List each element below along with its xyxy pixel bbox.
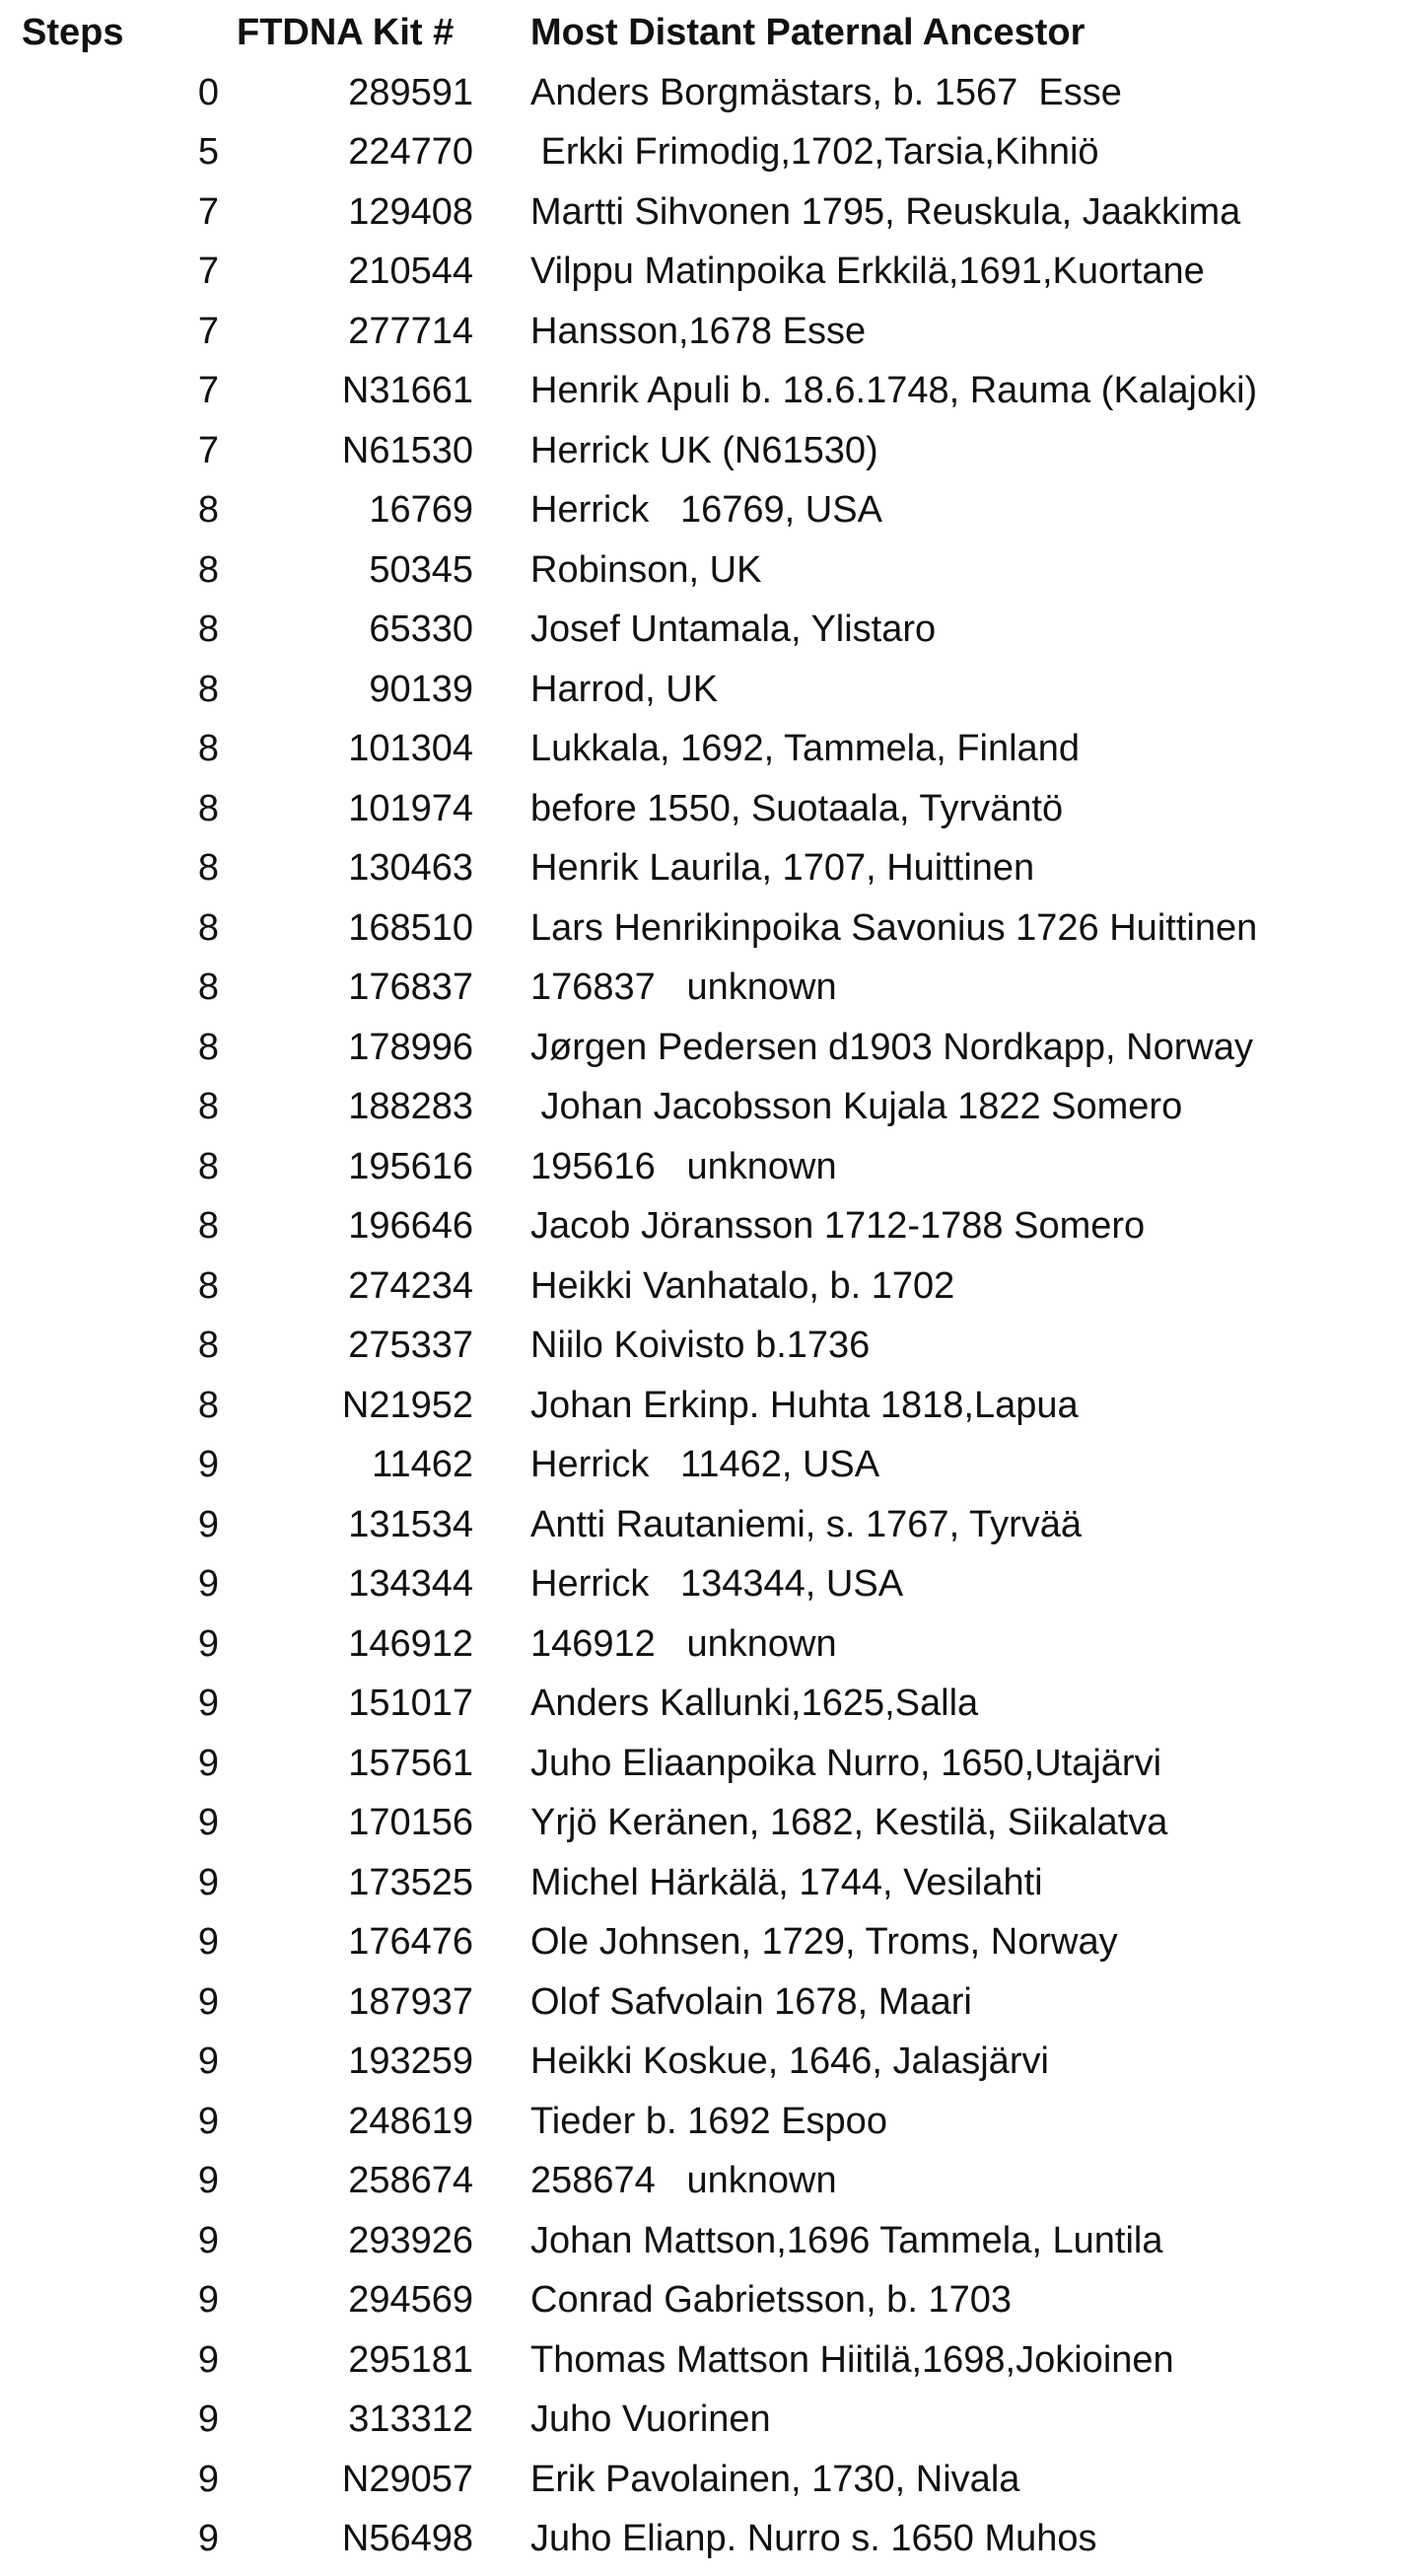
table-row [0, 1674, 1401, 1734]
steps-cell: 8 [197, 1026, 219, 1068]
ancestor-cell: Johan Erkinp. Huhta 1818,Lapua [530, 1384, 1079, 1426]
header-ancestor: Most Distant Paternal Ancestor [530, 12, 1086, 53]
table-row [0, 898, 1401, 959]
kit-number-cell: 176837 [348, 966, 473, 1008]
ancestor-cell: Ole Johnsen, 1729, Troms, Norway [530, 1921, 1118, 1963]
table-row [0, 2092, 1401, 2152]
kit-number-cell: 210544 [348, 250, 473, 292]
table-row [0, 1196, 1401, 1256]
ancestor-cell: Josef Untamala, Ylistaro [530, 608, 937, 650]
table-row [0, 1554, 1401, 1614]
table-row [0, 779, 1401, 839]
table-row [0, 2151, 1401, 2211]
ancestor-cell: Thomas Mattson Hiitilä,1698,Jokioinen [530, 2338, 1174, 2381]
steps-cell: 9 [197, 2458, 219, 2500]
kit-number-cell: 146912 [348, 1622, 473, 1665]
steps-cell: 8 [197, 906, 219, 949]
kit-number-cell: 173525 [348, 1861, 473, 1903]
ancestor-cell: Herrick 134344, USA [530, 1563, 904, 1605]
table-row [0, 242, 1401, 302]
ancestor-cell: Juho Elianp. Nurro s. 1650 Muhos [530, 2518, 1097, 2559]
steps-cell: 7 [197, 310, 219, 352]
ancestor-cell: Herrick 11462, USA [530, 1444, 880, 1485]
ancestor-cell: Jørgen Pedersen d1903 Nordkapp, Norway [530, 1026, 1253, 1068]
steps-cell: 9 [197, 1622, 219, 1665]
header-kit-number: FTDNA Kit # [237, 12, 455, 53]
ancestor-cell: Lars Henrikinpoika Savonius 1726 Huittinen [530, 906, 1258, 949]
steps-cell: 9 [197, 2040, 219, 2082]
table-row [0, 2450, 1401, 2510]
table-row [0, 1495, 1401, 1555]
table-row [0, 2270, 1401, 2330]
ancestor-cell: Conrad Gabrietsson, b. 1703 [530, 2279, 1012, 2321]
ancestor-cell: Harrod, UK [530, 668, 719, 710]
ancestor-cell: Herrick 16769, USA [530, 489, 882, 531]
table-row [0, 2330, 1401, 2391]
kit-number-cell: 248619 [348, 2100, 473, 2142]
kit-number-cell: 274234 [348, 1264, 473, 1307]
kit-number-cell: 131534 [348, 1503, 473, 1545]
kit-number-cell: N31661 [341, 370, 473, 411]
ancestor-cell: Anders Kallunki,1625,Salla [530, 1682, 979, 1724]
kit-number-cell: N29057 [341, 2458, 473, 2500]
kit-number-cell: 293926 [348, 2219, 473, 2261]
steps-cell: 7 [197, 190, 219, 233]
kit-number-cell: 196646 [348, 1205, 473, 1247]
table-row [0, 63, 1401, 123]
table-row [0, 1018, 1401, 1078]
kit-number-cell: 224770 [348, 131, 473, 173]
steps-cell: 9 [197, 1921, 219, 1963]
ancestor-cell: Olof Safvolain 1678, Maari [530, 1980, 972, 2023]
steps-cell: 9 [197, 2518, 219, 2559]
steps-cell: 9 [197, 1503, 219, 1545]
ancestor-cell: Jacob Jöransson 1712-1788 Somero [530, 1205, 1146, 1247]
ancestor-cell: 146912 unknown [530, 1622, 837, 1665]
table-row [0, 2032, 1401, 2092]
kit-number-cell: 157561 [348, 1742, 473, 1784]
steps-cell: 8 [197, 548, 219, 591]
kit-number-cell: 178996 [348, 1026, 473, 1068]
ancestor-cell: Juho Eliaanpoika Nurro, 1650,Utajärvi [530, 1742, 1162, 1784]
steps-cell: 5 [197, 131, 219, 173]
table-row [0, 1912, 1401, 1972]
table-row [0, 838, 1401, 898]
table-row [0, 1734, 1401, 1794]
ancestor-cell: Henrik Apuli b. 18.6.1748, Rauma (Kalajoki) [530, 370, 1258, 411]
ancestor-cell: Robinson, UK [530, 548, 762, 591]
steps-cell: 9 [197, 1444, 219, 1485]
ancestor-cell: 258674 unknown [530, 2160, 837, 2201]
table-row [0, 1137, 1401, 1197]
kit-number-cell: N21952 [341, 1384, 473, 1426]
kit-number-cell: 295181 [348, 2338, 473, 2381]
kit-number-cell: 313312 [348, 2398, 473, 2440]
ancestor-cell: Johan Jacobsson Kujala 1822 Somero [530, 1086, 1183, 1127]
steps-cell: 9 [197, 2160, 219, 2201]
table-row [0, 1077, 1401, 1137]
kit-number-cell: 187937 [348, 1980, 473, 2023]
kit-number-cell: 193259 [348, 2040, 473, 2082]
table-row [0, 1793, 1401, 1853]
table-row [0, 480, 1401, 540]
ancestor-cell: Erik Pavolainen, 1730, Nivala [530, 2458, 1020, 2500]
ancestor-cell: Anders Borgmästars, b. 1567 Esse [530, 71, 1122, 113]
kit-number-cell: 101974 [348, 787, 473, 829]
ancestor-cell: Niilo Koivisto b.1736 [530, 1324, 871, 1366]
kit-number-cell: 258674 [348, 2160, 473, 2201]
table-row [0, 1316, 1401, 1376]
kit-number-cell: 176476 [348, 1921, 473, 1963]
steps-cell: 9 [197, 2398, 219, 2440]
steps-cell: 8 [197, 1205, 219, 1247]
table-row [0, 2390, 1401, 2450]
kit-number-cell: 168510 [348, 906, 473, 949]
kit-number-cell: 90139 [369, 668, 473, 710]
table-row [0, 660, 1401, 720]
ancestor-cell: Antti Rautaniemi, s. 1767, Tyrvää [530, 1503, 1083, 1545]
steps-cell: 9 [197, 2219, 219, 2261]
table-row [0, 122, 1401, 182]
table-row [0, 302, 1401, 362]
ancestor-cell: Juho Vuorinen [530, 2398, 771, 2440]
kit-number-cell: 65330 [369, 608, 473, 650]
steps-cell: 7 [197, 370, 219, 411]
kit-number-cell: 134344 [348, 1563, 473, 1605]
table-row [0, 361, 1401, 421]
table-row [0, 1853, 1401, 1913]
table-row [0, 2211, 1401, 2271]
steps-cell: 9 [197, 2279, 219, 2321]
ancestor-cell: Vilppu Matinpoika Erkkilä,1691,Kuortane [530, 250, 1205, 292]
kit-number-cell: 294569 [348, 2279, 473, 2321]
kit-number-cell: 195616 [348, 1145, 473, 1187]
ancestor-cell: 195616 unknown [530, 1145, 837, 1187]
table-row [0, 2509, 1401, 2569]
table-row [0, 719, 1401, 779]
ancestor-cell: Yrjö Keränen, 1682, Kestilä, Siikalatva [530, 1802, 1168, 1843]
table-row [0, 600, 1401, 660]
kit-number-cell: 151017 [348, 1682, 473, 1724]
ancestor-cell: Erkki Frimodig,1702,Tarsia,Kihniö [530, 131, 1099, 173]
table-row [0, 1435, 1401, 1495]
steps-cell: 8 [197, 787, 219, 829]
steps-cell: 8 [197, 1264, 219, 1307]
table-row [0, 1972, 1401, 2033]
steps-cell: 9 [197, 1742, 219, 1784]
steps-cell: 8 [197, 608, 219, 650]
kit-number-cell: 129408 [348, 190, 473, 233]
ancestor-cell: Hansson,1678 Esse [530, 310, 867, 352]
steps-cell: 7 [197, 250, 219, 292]
table-row [0, 421, 1401, 481]
steps-cell: 8 [197, 847, 219, 889]
header-steps: Steps [22, 12, 124, 53]
kit-number-cell: 16769 [369, 489, 473, 531]
steps-cell: 0 [197, 71, 219, 113]
ancestor-cell: before 1550, Suotaala, Tyrväntö [530, 787, 1064, 829]
kit-number-cell: 170156 [348, 1802, 473, 1843]
kit-number-cell: 101304 [348, 728, 473, 769]
table-row [0, 1376, 1401, 1436]
kit-number-cell: 277714 [348, 310, 473, 352]
steps-cell: 8 [197, 728, 219, 769]
ancestor-cell: Heikki Vanhatalo, b. 1702 [530, 1264, 955, 1307]
steps-cell: 9 [197, 1682, 219, 1724]
kit-number-cell: 130463 [348, 847, 473, 889]
ancestor-cell: 176837 unknown [530, 966, 837, 1008]
steps-cell: 9 [197, 2100, 219, 2142]
kit-number-cell: 50345 [369, 548, 473, 591]
ancestor-cell: Lukkala, 1692, Tammela, Finland [530, 728, 1080, 769]
table-row [0, 1614, 1401, 1675]
kit-number-cell: 289591 [348, 71, 473, 113]
steps-cell: 8 [197, 489, 219, 531]
table-row [0, 540, 1401, 601]
steps-cell: 9 [197, 1980, 219, 2023]
steps-cell: 9 [197, 1802, 219, 1843]
ancestor-cell: Tieder b. 1692 Espoo [530, 2100, 887, 2142]
steps-cell: 8 [197, 1384, 219, 1426]
table-row [0, 1256, 1401, 1317]
ancestor-cell: Heikki Koskue, 1646, Jalasjärvi [530, 2040, 1049, 2082]
steps-cell: 8 [197, 966, 219, 1008]
steps-cell: 8 [197, 1324, 219, 1366]
table-row [0, 182, 1401, 243]
kit-number-cell: N56498 [341, 2518, 473, 2559]
table-header-row [0, 3, 1401, 63]
kit-number-cell: 11462 [372, 1444, 473, 1485]
steps-cell: 8 [197, 1086, 219, 1127]
steps-cell: 8 [197, 668, 219, 710]
steps-cell: 8 [197, 1145, 219, 1187]
ancestor-cell: Michel Härkälä, 1744, Vesilahti [530, 1861, 1043, 1903]
steps-cell: 9 [197, 1861, 219, 1903]
ancestor-cell: Herrick UK (N61530) [530, 429, 878, 471]
ancestor-cell: Martti Sihvonen 1795, Reuskula, Jaakkima [530, 190, 1241, 233]
ancestor-cell: Henrik Laurila, 1707, Huittinen [530, 847, 1035, 889]
steps-cell: 7 [197, 429, 219, 471]
table-row [0, 958, 1401, 1018]
steps-cell: 9 [197, 1563, 219, 1605]
kit-number-cell: 275337 [348, 1324, 473, 1366]
kit-number-cell: 188283 [348, 1086, 473, 1127]
kit-number-cell: N61530 [341, 429, 473, 471]
steps-cell: 9 [197, 2338, 219, 2381]
ancestor-cell: Johan Mattson,1696 Tammela, Luntila [530, 2219, 1163, 2261]
